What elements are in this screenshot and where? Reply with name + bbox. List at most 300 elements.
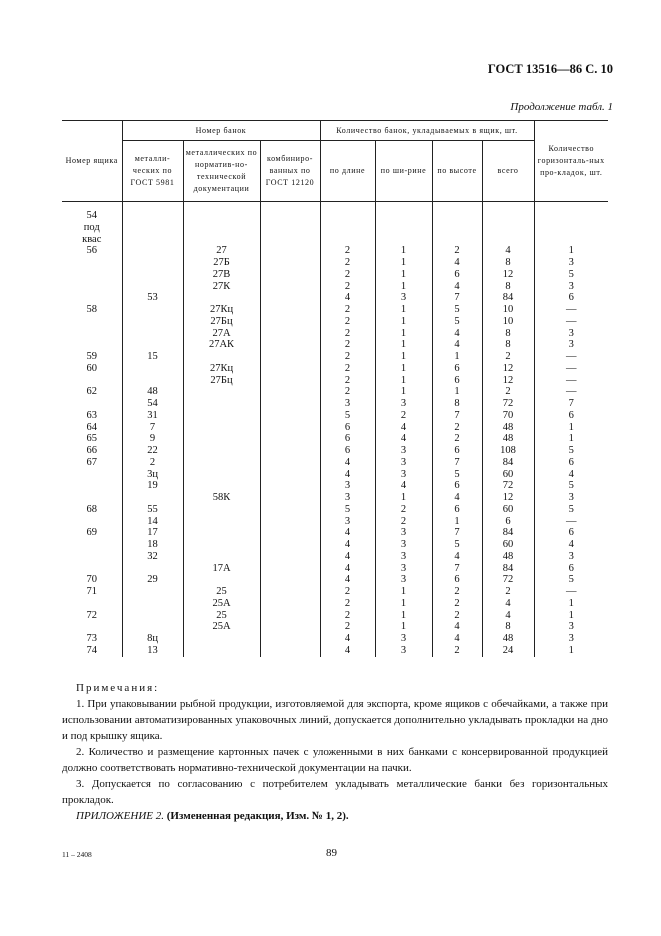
cell-by-width: 1 (375, 328, 432, 340)
cell-by-height: 5 (432, 539, 482, 551)
cell-pads (534, 210, 608, 222)
table-row (62, 316, 608, 328)
cell-by-height: 4 (432, 257, 482, 269)
cell-combined (260, 281, 320, 293)
cell-pads: — (534, 363, 608, 375)
cell-by-width: 3 (375, 469, 432, 481)
cell-metal-gost (122, 316, 183, 328)
cell-by-height: 6 (432, 445, 482, 457)
cell-metal-gost (122, 621, 183, 633)
cell-by-height: 4 (432, 633, 482, 645)
cell-total: 4 (482, 610, 534, 622)
cell-by-length: 6 (320, 445, 375, 457)
cell-total (482, 222, 534, 234)
cell-combined (260, 292, 320, 304)
cell-by-height: 2 (432, 645, 482, 657)
cell-box-no (62, 339, 122, 351)
cell-metal-ntd (183, 422, 260, 434)
cell-metal-gost (122, 328, 183, 340)
cell-total: 24 (482, 645, 534, 657)
cell-total: 10 (482, 304, 534, 316)
cell-by-height: 2 (432, 586, 482, 598)
cell-by-height: 5 (432, 304, 482, 316)
cell-metal-ntd (183, 386, 260, 398)
cell-metal-gost (122, 222, 183, 234)
cell-by-height: 2 (432, 610, 482, 622)
cell-total: 8 (482, 328, 534, 340)
cell-box-no (62, 269, 122, 281)
cell-total: 84 (482, 292, 534, 304)
table-row (62, 245, 608, 257)
table-row (62, 645, 608, 657)
cell-combined (260, 410, 320, 422)
cell-metal-gost: 53 (122, 292, 183, 304)
header-by-length: по длине (320, 141, 375, 202)
cell-by-width: 1 (375, 375, 432, 387)
cell-by-width: 1 (375, 610, 432, 622)
table-row (62, 539, 608, 551)
cell-by-height: 6 (432, 480, 482, 492)
cell-metal-ntd (183, 574, 260, 586)
cell-box-no: квас (82, 233, 102, 245)
cell-combined (260, 586, 320, 598)
cell-box-no: 56 (86, 245, 97, 257)
cell-by-length: 2 (320, 598, 375, 610)
cell-pads: 7 (534, 398, 608, 410)
cell-total: 8 (482, 621, 534, 633)
cell-by-height: 2 (432, 433, 482, 445)
cell-total: 2 (482, 586, 534, 598)
header-cans-group: Номер банок (122, 121, 320, 141)
cell-combined (260, 398, 320, 410)
cell-metal-ntd: 27Б (183, 257, 260, 269)
cell-metal-ntd: 58К (183, 492, 260, 504)
cell-by-width: 1 (375, 363, 432, 375)
cell-pads (534, 222, 608, 234)
cell-pads: — (534, 586, 608, 598)
cell-metal-ntd (183, 234, 260, 246)
cell-combined (260, 257, 320, 269)
cell-metal-gost (122, 339, 183, 351)
cell-combined (260, 328, 320, 340)
cell-by-height: 4 (432, 328, 482, 340)
cell-total: 2 (482, 386, 534, 398)
cell-by-length: 2 (320, 621, 375, 633)
cell-metal-gost: 7 (122, 422, 183, 434)
cell-metal-ntd (183, 222, 260, 234)
cell-by-length: 4 (320, 633, 375, 645)
table-row (62, 328, 608, 340)
cell-by-width: 2 (375, 516, 432, 528)
cell-total: 48 (482, 551, 534, 563)
cell-combined (260, 504, 320, 516)
cell-by-length: 2 (320, 281, 375, 293)
note-3: 3. Допускается по согласованию с потребителем укладывать металлические банки без горизонтальных прокладок. (62, 778, 608, 806)
cell-by-width: 3 (375, 551, 432, 563)
cell-box-no (62, 375, 122, 387)
table-row (62, 375, 608, 387)
cell-by-height: 1 (432, 516, 482, 528)
cell-metal-ntd: 27В (183, 269, 260, 281)
table-row (62, 422, 608, 434)
cell-box-no (62, 469, 122, 481)
cell-metal-gost (122, 586, 183, 598)
cell-metal-ntd: 27Кц (183, 363, 260, 375)
cell-by-height: 2 (432, 245, 482, 257)
cell-by-height: 7 (432, 527, 482, 539)
cell-by-height: 2 (432, 422, 482, 434)
cell-pads: 5 (534, 445, 608, 457)
cell-box-no (62, 316, 122, 328)
cell-box-no: 74 (86, 644, 97, 656)
cell-metal-ntd: 27 (183, 245, 260, 257)
cell-total: 60 (482, 504, 534, 516)
cell-by-height: 4 (432, 551, 482, 563)
cell-box-no (62, 492, 122, 504)
cell-combined (260, 339, 320, 351)
cell-metal-ntd (183, 645, 260, 657)
cell-box-no: 65 (86, 433, 97, 445)
cell-total: 4 (482, 245, 534, 257)
cell-by-height: 6 (432, 504, 482, 516)
cell-pads: — (534, 304, 608, 316)
cell-by-length: 3 (320, 516, 375, 528)
cell-combined (260, 316, 320, 328)
cell-combined (260, 551, 320, 563)
cell-by-length (320, 234, 375, 246)
header-pads: Количество горизонталь-ных про-кладок, шт. (534, 121, 608, 202)
cell-total: 84 (482, 527, 534, 539)
table-row (62, 516, 608, 528)
cell-metal-gost (122, 304, 183, 316)
cell-total: 72 (482, 398, 534, 410)
cell-by-length: 6 (320, 422, 375, 434)
table-row (62, 222, 608, 234)
cell-box-no (62, 621, 122, 633)
cell-box-no: 64 (86, 421, 97, 433)
cell-metal-ntd: 25 (183, 586, 260, 598)
cell-by-length: 2 (320, 245, 375, 257)
cell-metal-ntd: 27Кц (183, 304, 260, 316)
header-by-height: по высоте (432, 141, 482, 202)
cell-total (482, 210, 534, 222)
cell-by-width: 1 (375, 492, 432, 504)
note-1: 1. При упаковывании рыбной продукции, изготовляемой для экспорта, кроме ящиков с обечайками, а также при использовании автоматизированных упаковочных линий, допускается дополнительно укладывать прокладки на дно и под крышку ящика. (62, 698, 608, 742)
cell-metal-gost: 48 (122, 386, 183, 398)
cell-pads: 3 (534, 621, 608, 633)
cell-by-length: 5 (320, 410, 375, 422)
page-number: 89 (326, 847, 337, 859)
cell-metal-ntd: 27Бц (183, 316, 260, 328)
cell-total: 108 (482, 445, 534, 457)
cell-by-height: 4 (432, 281, 482, 293)
cell-metal-gost: 32 (122, 551, 183, 563)
cell-metal-gost (122, 269, 183, 281)
cell-metal-ntd (183, 527, 260, 539)
cell-box-no (62, 281, 122, 293)
cell-box-no (62, 257, 122, 269)
cell-by-length: 4 (320, 527, 375, 539)
table-row (62, 610, 608, 622)
cell-combined (260, 480, 320, 492)
cell-total: 4 (482, 598, 534, 610)
appendix-text: (Измененная редакция, Изм. № 1, 2). (166, 810, 349, 822)
cell-by-length: 4 (320, 645, 375, 657)
cell-metal-gost: 29 (122, 574, 183, 586)
cell-by-length: 2 (320, 375, 375, 387)
cell-metal-ntd (183, 504, 260, 516)
table-row (62, 633, 608, 645)
cell-box-no: 70 (86, 574, 97, 586)
header-count-group: Количество банок, укладываемых в ящик, шт. (320, 121, 534, 141)
cell-by-width: 3 (375, 445, 432, 457)
table-row (62, 621, 608, 633)
cell-metal-ntd (183, 551, 260, 563)
cell-total: 48 (482, 422, 534, 434)
cell-combined (260, 539, 320, 551)
cell-metal-ntd: 25А (183, 621, 260, 633)
cell-total: 48 (482, 633, 534, 645)
cell-box-no: 60 (86, 362, 97, 374)
cell-by-width (375, 210, 432, 222)
cell-by-length: 2 (320, 304, 375, 316)
cell-total: 84 (482, 457, 534, 469)
cell-by-height: 6 (432, 363, 482, 375)
appendix-note (62, 808, 608, 824)
table-row (62, 598, 608, 610)
cell-metal-gost (122, 281, 183, 293)
cell-pads: — (534, 316, 608, 328)
cell-metal-ntd (183, 457, 260, 469)
cell-pads: 1 (534, 645, 608, 657)
cell-by-length: 2 (320, 269, 375, 281)
cell-pads: 3 (534, 492, 608, 504)
cell-pads: 5 (534, 574, 608, 586)
cell-by-length: 2 (320, 610, 375, 622)
table-row (62, 339, 608, 351)
cell-metal-gost: 3ц (122, 469, 183, 481)
cell-metal-gost (122, 375, 183, 387)
cell-pads: 3 (534, 257, 608, 269)
cell-combined (260, 598, 320, 610)
cell-pads: — (534, 386, 608, 398)
cell-by-length: 6 (320, 433, 375, 445)
cell-metal-gost: 14 (122, 516, 183, 528)
cell-box-no (62, 516, 122, 528)
cell-metal-gost: 9 (122, 433, 183, 445)
cell-total: 8 (482, 257, 534, 269)
cell-by-height: 4 (432, 339, 482, 351)
cell-pads (534, 234, 608, 246)
cell-combined (260, 433, 320, 445)
cell-pads: 5 (534, 269, 608, 281)
cell-by-length: 3 (320, 480, 375, 492)
cell-metal-gost (122, 610, 183, 622)
cell-metal-ntd: 27Бц (183, 375, 260, 387)
table-row (62, 292, 608, 304)
cell-box-no: 59 (86, 351, 97, 362)
cell-by-length: 4 (320, 539, 375, 551)
cell-combined (260, 363, 320, 375)
header-total: всего (482, 141, 534, 202)
cell-by-height: 5 (432, 316, 482, 328)
cell-metal-gost: 31 (122, 410, 183, 422)
cell-by-width: 3 (375, 574, 432, 586)
header-metal-gost: металли-ческих по ГОСТ 5981 (122, 141, 183, 202)
cell-by-length (320, 222, 375, 234)
cell-metal-gost (122, 492, 183, 504)
cell-by-width: 3 (375, 398, 432, 410)
cell-box-no: 68 (86, 503, 97, 515)
cell-by-width: 1 (375, 339, 432, 351)
cell-by-height: 7 (432, 292, 482, 304)
cell-by-width: 2 (375, 410, 432, 422)
cell-by-length: 2 (320, 316, 375, 328)
cell-total: 12 (482, 363, 534, 375)
cell-combined (260, 633, 320, 645)
cell-by-width: 3 (375, 645, 432, 657)
cell-metal-gost (122, 210, 183, 222)
cell-total: 10 (482, 316, 534, 328)
cell-metal-ntd (183, 633, 260, 645)
cell-combined (260, 375, 320, 387)
cell-box-no: 67 (86, 456, 97, 468)
cell-combined (260, 304, 320, 316)
cell-box-no (62, 598, 122, 610)
cell-metal-gost (122, 245, 183, 257)
cell-pads: 4 (534, 469, 608, 481)
cell-by-height: 6 (432, 269, 482, 281)
cell-pads: 3 (534, 633, 608, 645)
cell-by-height: 1 (432, 386, 482, 398)
table-row (62, 504, 608, 516)
cell-metal-ntd: 25 (183, 610, 260, 622)
cell-by-width: 1 (375, 621, 432, 633)
cell-total: 60 (482, 469, 534, 481)
cell-by-width: 4 (375, 480, 432, 492)
cell-by-width: 3 (375, 633, 432, 645)
cell-box-no: 58 (86, 304, 97, 315)
cell-combined (260, 386, 320, 398)
cell-metal-ntd (183, 410, 260, 422)
cell-pads: 3 (534, 328, 608, 340)
cell-pads: — (534, 516, 608, 528)
table-row (62, 563, 608, 575)
cell-pads: — (534, 351, 608, 363)
cell-by-length: 4 (320, 563, 375, 575)
cell-by-height (432, 234, 482, 246)
cell-box-no: под (83, 221, 100, 233)
cell-combined (260, 269, 320, 281)
cell-pads: 6 (534, 292, 608, 304)
cell-by-width: 1 (375, 281, 432, 293)
cell-box-no: 62 (86, 386, 97, 398)
cell-by-height: 2 (432, 598, 482, 610)
cell-by-length: 4 (320, 551, 375, 563)
cell-metal-ntd: 27К (183, 281, 260, 293)
cell-total: 84 (482, 563, 534, 575)
cell-box-no (62, 563, 122, 575)
cell-by-width: 1 (375, 351, 432, 363)
cell-combined (260, 574, 320, 586)
cell-combined (260, 234, 320, 246)
cell-by-length: 2 (320, 339, 375, 351)
cell-metal-gost (122, 563, 183, 575)
table-row (62, 445, 608, 457)
cell-combined (260, 492, 320, 504)
cell-metal-gost: 8ц (122, 633, 183, 645)
header-box-number: Номер ящика (65, 156, 118, 165)
cell-box-no: 73 (86, 633, 97, 644)
cell-metal-ntd (183, 433, 260, 445)
table-row (62, 527, 608, 539)
cell-by-width: 1 (375, 245, 432, 257)
cell-combined (260, 457, 320, 469)
cell-metal-gost: 13 (122, 645, 183, 657)
cell-pads: 5 (534, 504, 608, 516)
cell-by-height: 7 (432, 457, 482, 469)
table-row (62, 269, 608, 281)
header-combined: комбиниро-ванных по ГОСТ 12120 (260, 141, 320, 202)
cell-metal-ntd (183, 351, 260, 363)
table-row (62, 492, 608, 504)
cell-by-width (375, 222, 432, 234)
table-row (62, 210, 608, 222)
cell-combined (260, 645, 320, 657)
table-row (62, 469, 608, 481)
cell-total (482, 234, 534, 246)
cell-by-length: 4 (320, 292, 375, 304)
table-row (62, 586, 608, 598)
table-row (62, 551, 608, 563)
cell-combined (260, 245, 320, 257)
cell-metal-ntd (183, 516, 260, 528)
cell-by-length: 3 (320, 398, 375, 410)
cell-metal-ntd: 27А (183, 328, 260, 340)
cell-metal-ntd: 17А (183, 563, 260, 575)
cell-pads: 6 (534, 410, 608, 422)
table-row (62, 398, 608, 410)
cell-by-height (432, 222, 482, 234)
cell-metal-gost (122, 598, 183, 610)
cell-total: 70 (482, 410, 534, 422)
cell-total: 12 (482, 492, 534, 504)
cell-box-no (62, 398, 122, 410)
table-continuation-label: Продолжение табл. 1 (510, 101, 613, 113)
cell-combined (260, 351, 320, 363)
cell-combined (260, 563, 320, 575)
packing-table (62, 120, 608, 657)
cell-metal-ntd (183, 210, 260, 222)
cell-combined (260, 210, 320, 222)
header-metal-ntd: металлических по норматив-но-технической документации (183, 141, 260, 202)
cell-pads: 3 (534, 551, 608, 563)
cell-total: 2 (482, 351, 534, 363)
cell-by-width: 3 (375, 457, 432, 469)
cell-box-no: 72 (86, 609, 97, 621)
cell-by-length: 4 (320, 574, 375, 586)
appendix-label: ПРИЛОЖЕНИЕ 2. (76, 810, 164, 822)
cell-by-width: 2 (375, 504, 432, 516)
cell-box-no: 66 (86, 445, 97, 456)
cell-total: 12 (482, 375, 534, 387)
cell-by-width: 1 (375, 316, 432, 328)
cell-box-no: 71 (86, 586, 97, 597)
cell-combined (260, 469, 320, 481)
cell-metal-gost: 15 (122, 351, 183, 363)
cell-by-height: 6 (432, 375, 482, 387)
cell-total: 8 (482, 339, 534, 351)
